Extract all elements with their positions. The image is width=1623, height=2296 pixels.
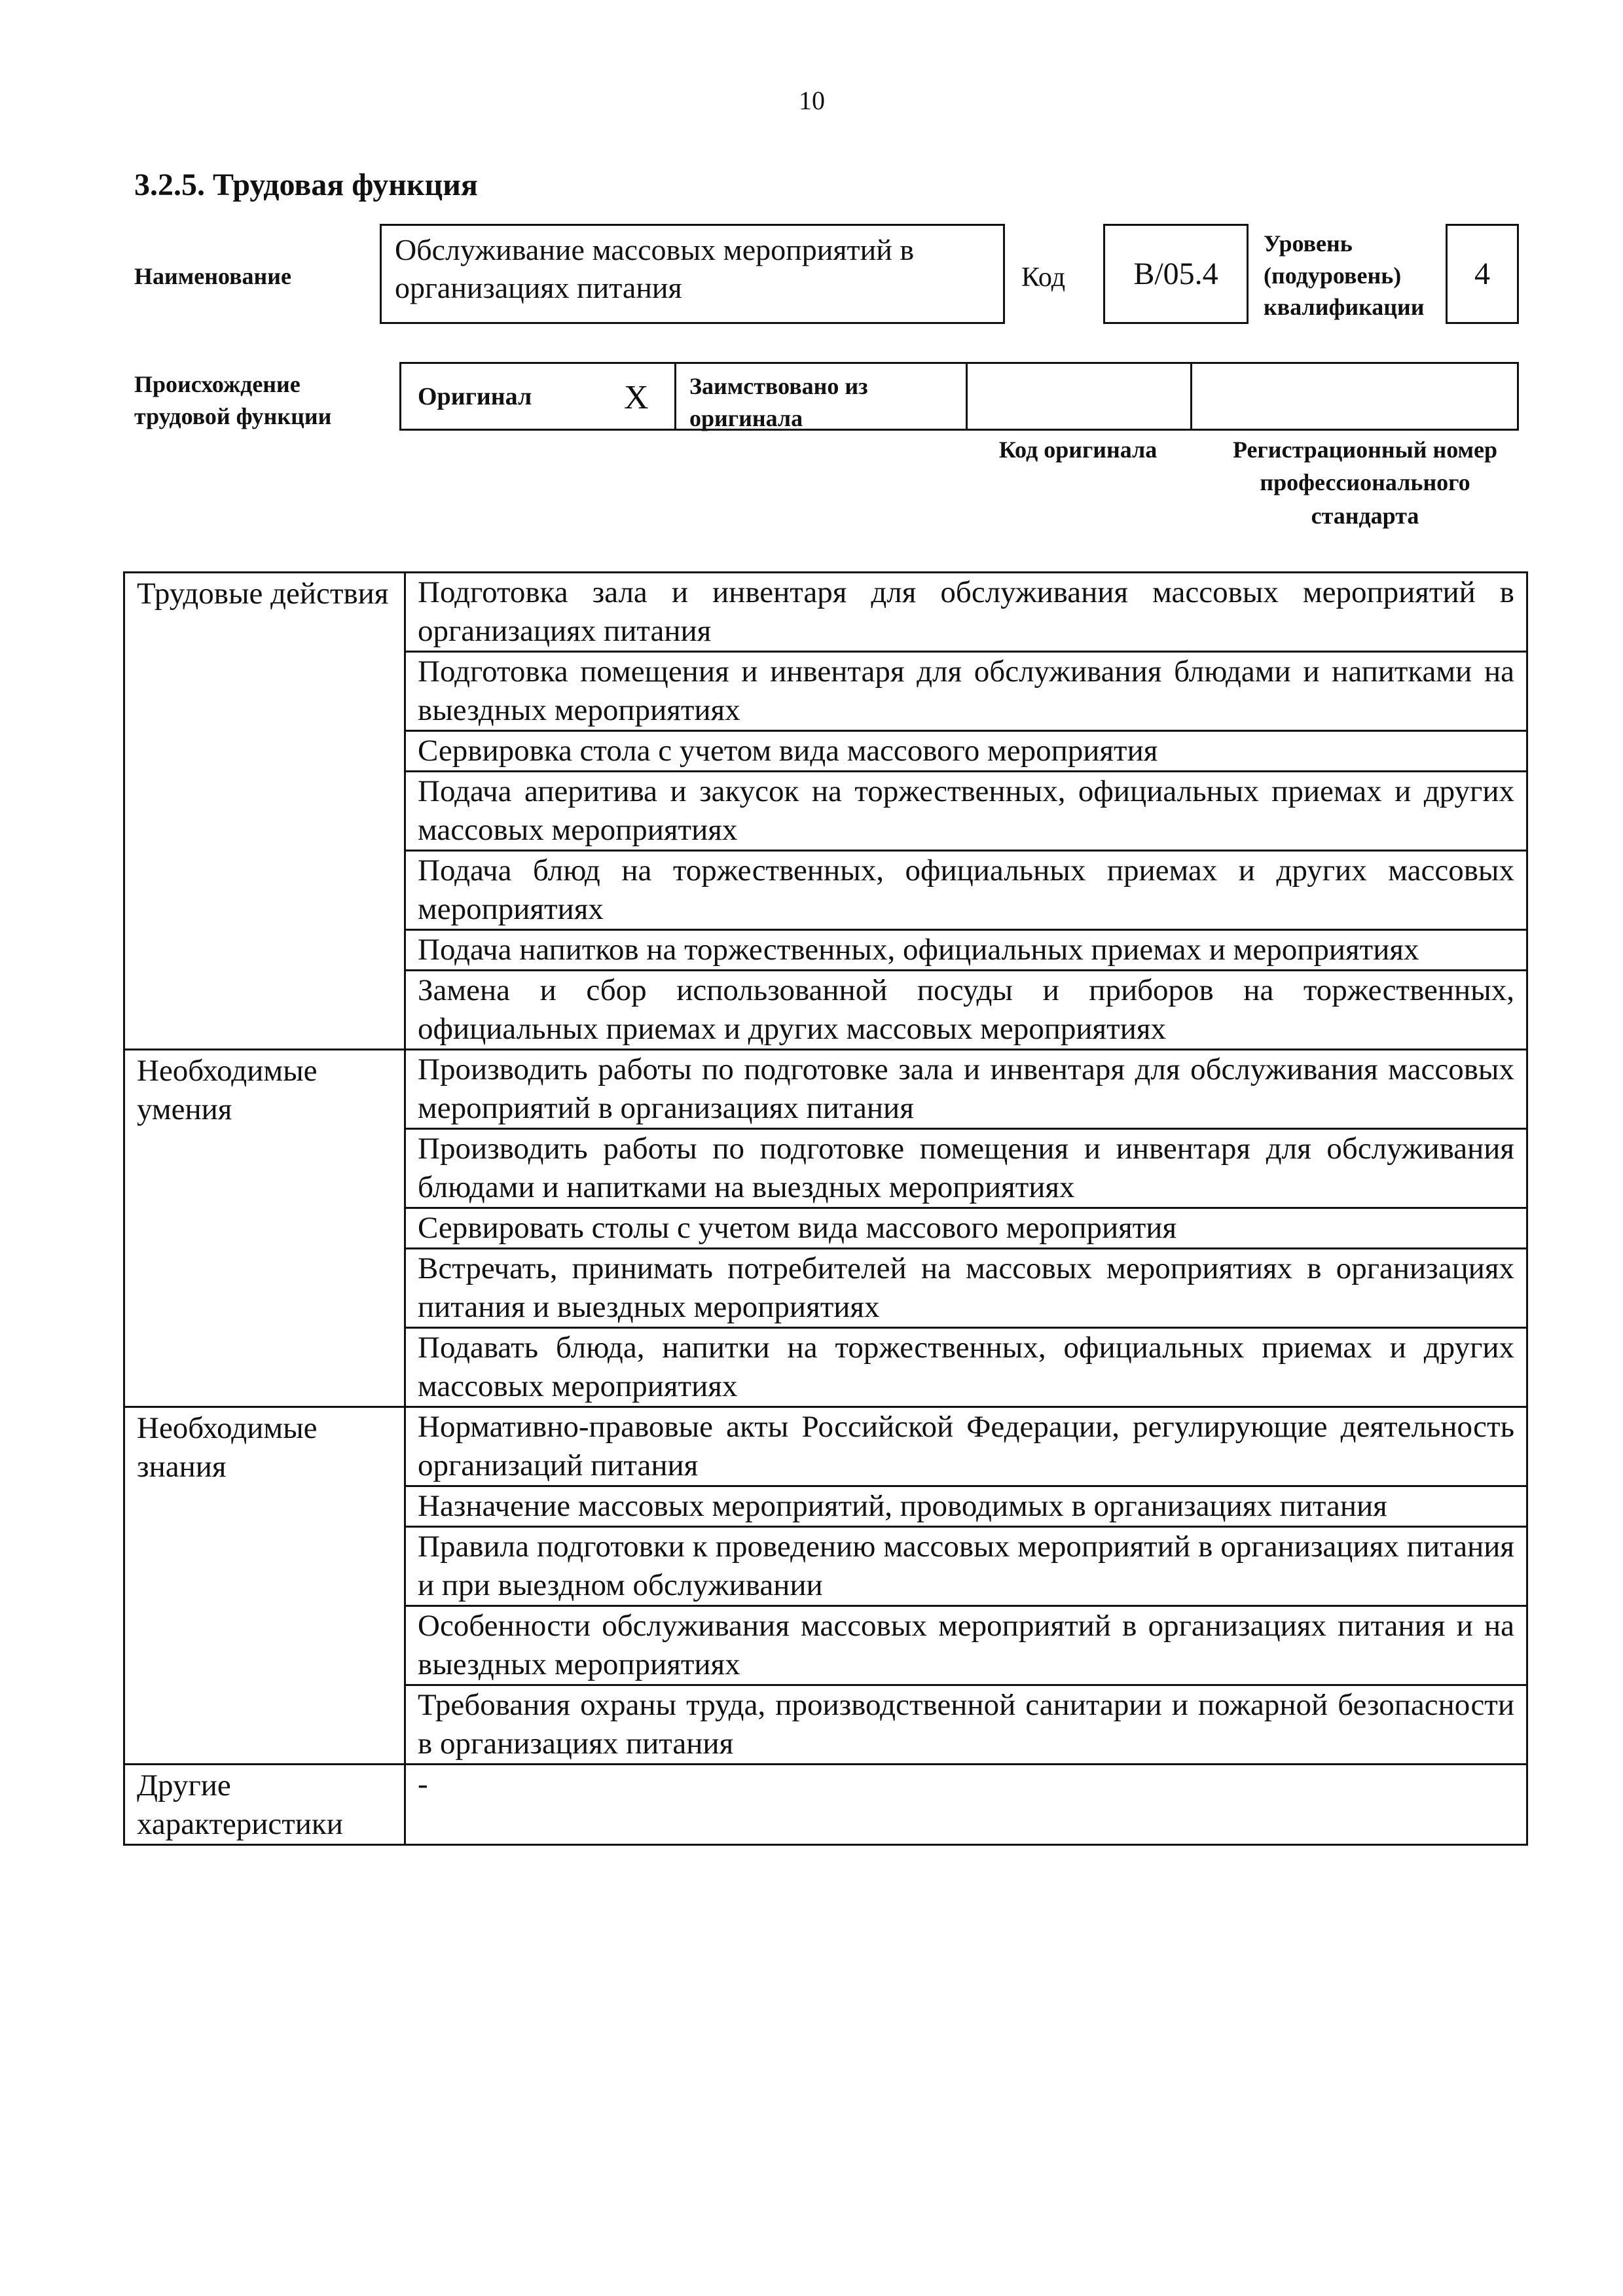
item-cell: Производить работы по подготовке помещения и инвентаря для обслуживания блюдами и напитками на выездных мероприятиях bbox=[405, 1129, 1527, 1208]
name-label: Наименование bbox=[134, 263, 291, 289]
level-label: Уровень (подуровень) квалификации bbox=[1264, 230, 1425, 321]
item-cell: Сервировать столы с учетом вида массового мероприятия bbox=[405, 1208, 1527, 1249]
item-cell: Подготовка помещения и инвентаря для обслуживания блюдами и напитками на выездных мероприятиях bbox=[405, 652, 1527, 731]
origin-label: Происхождение трудовой функции bbox=[134, 371, 332, 429]
item-cell: Подготовка зала и инвентаря для обслуживания массовых мероприятий в организациях питания bbox=[405, 573, 1527, 652]
item-cell: Сервировка стола с учетом вида массового мероприятия bbox=[405, 731, 1527, 772]
borrowed-label: Заимствовано из оригинала bbox=[676, 364, 968, 429]
qualification-level-field: 4 bbox=[1446, 224, 1519, 324]
category-cell: Трудовые действия bbox=[124, 573, 405, 1050]
item-cell: Подача напитков на торжественных, официальных приемах и мероприятиях bbox=[405, 930, 1527, 971]
function-name-field: Обслуживание массовых мероприятий в организациях питания bbox=[380, 224, 1005, 324]
table-row bbox=[124, 1050, 1527, 1129]
code-original-label: Код оригинала bbox=[998, 437, 1158, 463]
table-row bbox=[124, 1407, 1527, 1486]
item-cell: Требования охраны труда, производственной санитарии и пожарной безопасности в организациях питания bbox=[405, 1685, 1527, 1765]
item-cell: Особенности обслуживания массовых мероприятий в организациях питания и на выездных мероприятиях bbox=[405, 1606, 1527, 1685]
function-code-field: B/05.4 bbox=[1103, 224, 1249, 324]
category-cell: Необходимые знания bbox=[124, 1407, 405, 1765]
section-title: 3.2.5. Трудовая функция bbox=[134, 168, 478, 202]
item-cell: Назначение массовых мероприятий, проводимых в организациях питания bbox=[405, 1486, 1527, 1527]
category-cell: Необходимые умения bbox=[124, 1050, 405, 1407]
reg-number-label: Регистрационный номер профессионального стандарта bbox=[1232, 437, 1498, 529]
code-original-field bbox=[968, 364, 1192, 429]
item-cell: Правила подготовки к проведению массовых мероприятий в организациях питания и при выездном обслуживании bbox=[405, 1527, 1527, 1606]
item-cell: Встречать, принимать потребителей на массовых мероприятиях в организациях питания и выездных мероприятиях bbox=[405, 1249, 1527, 1328]
origin-original-cell bbox=[401, 364, 676, 429]
original-label: Оригинал bbox=[418, 382, 532, 410]
code-label: Код bbox=[1021, 262, 1066, 293]
item-cell: - bbox=[405, 1765, 1527, 1845]
reg-number-field bbox=[1192, 364, 1517, 429]
table-row bbox=[124, 1765, 1527, 1845]
origin-row bbox=[399, 362, 1519, 431]
category-cell: Другие характеристики bbox=[124, 1765, 405, 1845]
item-cell: Подача блюд на торжественных, официальных приемах и других массовых мероприятиях bbox=[405, 851, 1527, 930]
original-mark: X bbox=[624, 379, 649, 416]
item-cell: Замена и сбор использованной посуды и приборов на торжественных, официальных приемах и других массовых мероприятиях bbox=[405, 971, 1527, 1050]
item-cell: Производить работы по подготовке зала и инвентаря для обслуживания массовых мероприятий в организациях питания bbox=[405, 1050, 1527, 1129]
item-cell: Подавать блюда, напитки на торжественных, официальных приемах и других массовых мероприятиях bbox=[405, 1328, 1527, 1407]
function-table bbox=[123, 571, 1528, 1846]
item-cell: Нормативно-правовые акты Российской Федерации, регулирующие деятельность организаций питания bbox=[405, 1407, 1527, 1486]
table-row bbox=[124, 573, 1527, 652]
item-cell: Подача аперитива и закусок на торжественных, официальных приемах и других массовых мероприятиях bbox=[405, 772, 1527, 851]
page-number: 10 bbox=[799, 86, 825, 115]
